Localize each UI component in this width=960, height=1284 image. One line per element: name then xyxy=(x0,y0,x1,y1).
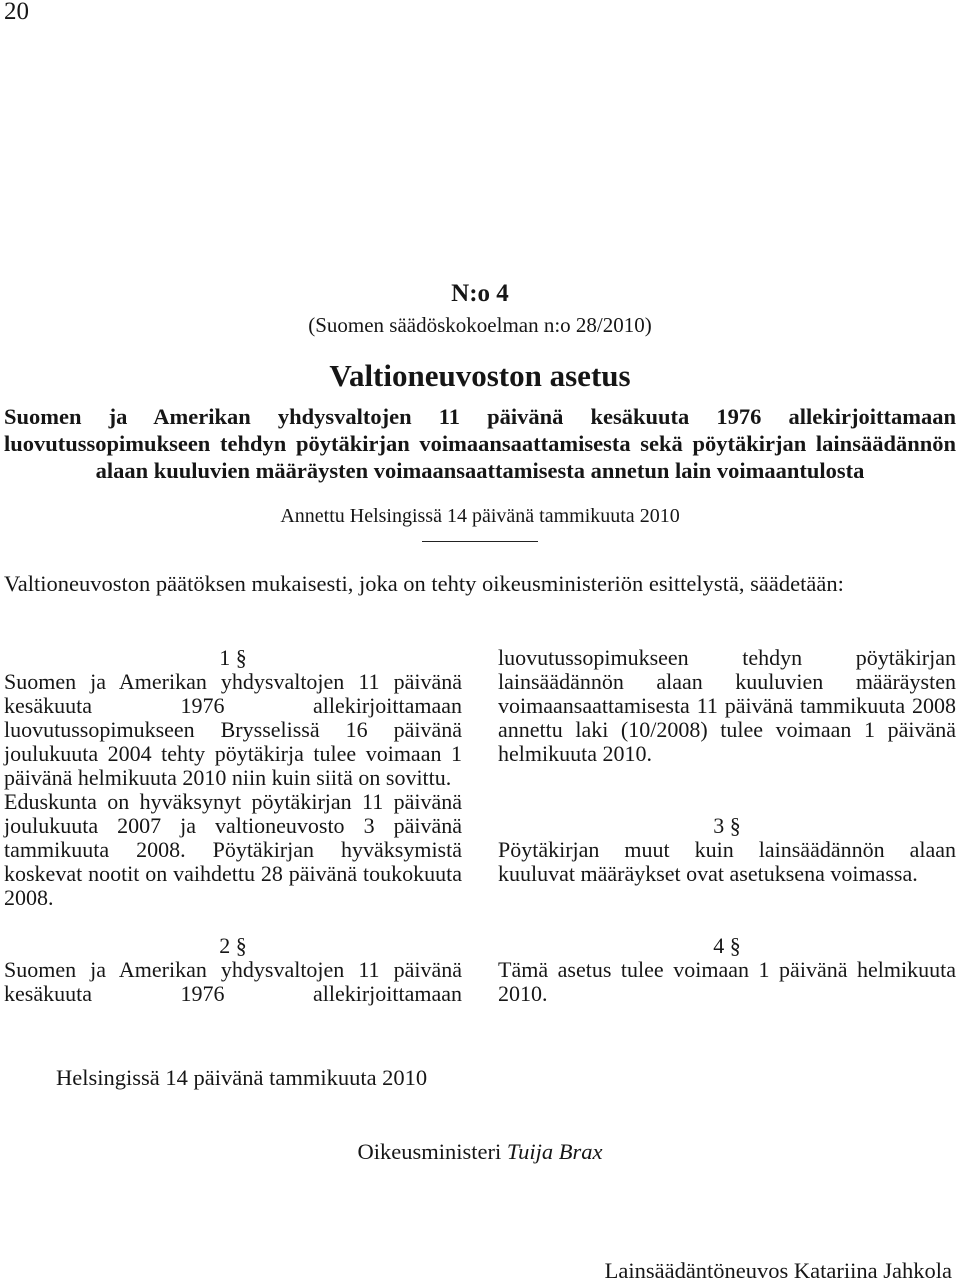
section-2-paragraph-start: Suomen ja Amerikan yhdysvaltojen 11 päivänä kesäkuuta 1976 allekirjoittamaan xyxy=(4,957,462,1006)
section-3-paragraph: Pöytäkirjan muut kuin lainsäädännön alaan kuuluvat määräykset ovat asetuksena voimassa. xyxy=(498,837,956,886)
section-3-heading: 3 § xyxy=(713,813,741,838)
minister-signature xyxy=(0,1139,960,1165)
preamble: Valtioneuvoston päätöksen mukaisesti, joka on tehty oikeusministeriön esittelystä, säädetään: xyxy=(4,571,844,596)
section-4-heading: 4 § xyxy=(713,933,741,958)
decree-subject: Suomen ja Amerikan yhdysvaltojen 11 päivänä kesäkuuta 1976 allekirjoittamaan luovutussopimukseen tehdyn pöytäkirjan voimaansaattamisesta sekä pöytäkirjan lainsäädännön alaan kuuluvien määräysten voimaansaattamisesta annetun lain voimaantulosta xyxy=(4,404,956,483)
section-1-paragraph-1: Suomen ja Amerikan yhdysvaltojen 11 päivänä kesäkuuta 1976 allekirjoittamaan luovutussopimukseen Brysselissä 16 päivänä joulukuuta 2004 tehty pöytäkirja tulee voimaan 1 päivänä helmikuuta 2010 niin kuin siitä on sovittu. xyxy=(4,669,462,790)
councillor-signature: Lainsäädäntöneuvos Katariina Jahkola xyxy=(604,1258,952,1283)
section-2-paragraph-continued: luovutussopimukseen tehdyn pöytäkirjan lainsäädännön alaan kuuluvien määräysten voimaansaattamisesta 11 päivänä tammikuuta 2008 annettu laki (10/2008) tulee voimaan 1 päivänä helmikuuta 2010. xyxy=(498,645,956,766)
document-title: Valtioneuvoston asetus xyxy=(329,358,631,393)
collection-reference: (Suomen säädöskokoelman n:o 28/2010) xyxy=(308,313,652,337)
page-number: 20 xyxy=(4,0,29,25)
left-column xyxy=(4,646,462,1006)
section-4-paragraph: Tämä asetus tulee voimaan 1 päivänä helmikuuta 2010. xyxy=(498,957,956,1006)
given-date-line: Annettu Helsingissä 14 päivänä tammikuuta 2010 xyxy=(280,505,680,527)
section-2-heading: 2 § xyxy=(219,933,247,958)
divider-rule xyxy=(422,541,538,542)
minister-name: Tuija Brax xyxy=(506,1139,603,1164)
minister-title: Oikeusministeri xyxy=(357,1139,502,1164)
section-1-heading: 1 § xyxy=(219,645,247,670)
statute-number: N:o 4 xyxy=(451,280,509,307)
right-column xyxy=(498,646,956,1006)
signing-place-date: Helsingissä 14 päivänä tammikuuta 2010 xyxy=(56,1065,428,1090)
section-1-paragraph-2: Eduskunta on hyväksynyt pöytäkirjan 11 päivänä joulukuuta 2007 ja valtioneuvosto 3 päivänä tammikuuta 2008. Pöytäkirjan hyväksymistä koskevat nootit on vaihdettu 28 päivänä toukokuuta 2008. xyxy=(4,789,462,910)
